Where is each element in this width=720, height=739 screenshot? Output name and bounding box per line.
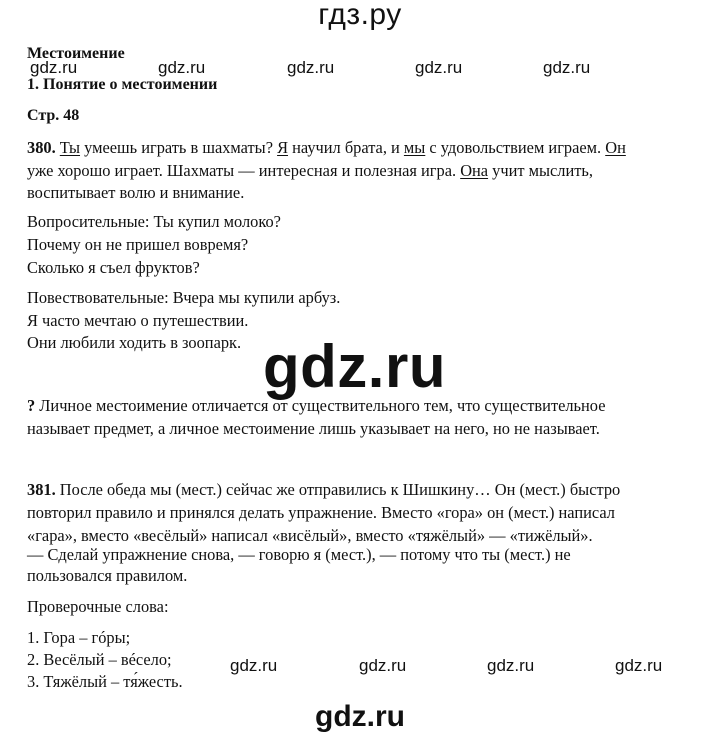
pronoun: Он (605, 138, 626, 157)
watermark: gdz.ru (415, 58, 463, 77)
watermark: gdz.ru (158, 58, 206, 77)
text-segment: После обеда мы (мест.) сейчас же отправились к Шишкину… Он (мест.) быстро (55, 480, 621, 499)
exercise-380-line-3: воспитывает волю и внимание. (27, 183, 245, 202)
exercise-381-line-5: пользовался правилом. (27, 566, 188, 585)
watermark: gdz.ru (287, 58, 335, 77)
site-header-logo[interactable]: гдз.ру (318, 0, 402, 31)
text-segment: уже хорошо играет. Шахматы — интересная и полезная игра. (27, 161, 461, 180)
pronoun: Я (277, 138, 289, 157)
interrogative-line: Почему он не пришел вовремя? (27, 235, 249, 254)
text-segment: научил брата, и (288, 138, 404, 157)
interrogative-line: Вопросительные: Ты купил молоко? (27, 212, 281, 231)
exercise-number: 380. (27, 138, 56, 157)
watermark: gdz.ru (230, 656, 278, 675)
watermark: gdz.ru (543, 58, 591, 77)
check-word-item: 1. Гора – гóры; (27, 628, 131, 647)
watermark: gdz.ru (615, 656, 663, 675)
text-segment: с удовольствием играем. (425, 138, 606, 157)
watermark: gdz.ru (30, 58, 78, 77)
exercise-381-line-2: повторил правило и принялся делать упражнение. Вместо «гора» он (мест.) написал (27, 503, 615, 522)
question-line-2: называет предмет, а личное местоимение лишь указывает на него, но не называет. (27, 419, 600, 438)
exercise-380-line-2 (27, 161, 593, 181)
subsection-title: 1. Понятие о местоимении (27, 76, 218, 93)
section-title: Местоимение (27, 45, 125, 62)
check-word-item: 3. Тяжёлый – тя́жесть. (27, 672, 183, 691)
narrative-line: Я часто мечтаю о путешествии. (27, 311, 249, 330)
watermark: gdz.ru (487, 656, 535, 675)
check-word-item: 2. Весёлый – вéсело; (27, 650, 172, 669)
watermark: gdz.ru (359, 656, 407, 675)
exercise-381-line-3: «гара», вместо «весёлый» написал «висёлый», вместо «тяжёлый» — «тижёлый». (27, 526, 593, 545)
large-watermark: gdz.ru (263, 333, 446, 400)
text-segment: учит мыслить, (488, 161, 593, 180)
exercise-number: 381. (27, 480, 56, 499)
interrogative-line: Сколько я съел фруктов? (27, 258, 200, 277)
exercise-381-line-4: — Сделай упражнение снова, — говорю я (мест.), — потому что ты (мест.) не (27, 545, 571, 564)
page-reference: Стр. 48 (27, 107, 80, 124)
pronoun: мы (403, 138, 426, 157)
question-line-1 (27, 396, 605, 416)
site-footer-logo[interactable]: gdz.ru (315, 700, 405, 733)
narrative-line: Повествовательные: Вчера мы купили арбуз. (27, 288, 341, 307)
question-mark-icon: ? (27, 396, 36, 415)
pronoun: Ты (59, 138, 81, 157)
narrative-line: Они любили ходить в зоопарк. (27, 333, 242, 352)
text-segment: умеешь играть в шахматы? (80, 138, 278, 157)
text-segment: Личное местоимение отличается от существительного тем, что существительное (35, 396, 606, 415)
exercise-381-line-1 (27, 480, 620, 500)
check-words-title: Проверочные слова: (27, 597, 169, 616)
pronoun: Она (460, 161, 489, 180)
exercise-380-line-1 (27, 138, 626, 158)
